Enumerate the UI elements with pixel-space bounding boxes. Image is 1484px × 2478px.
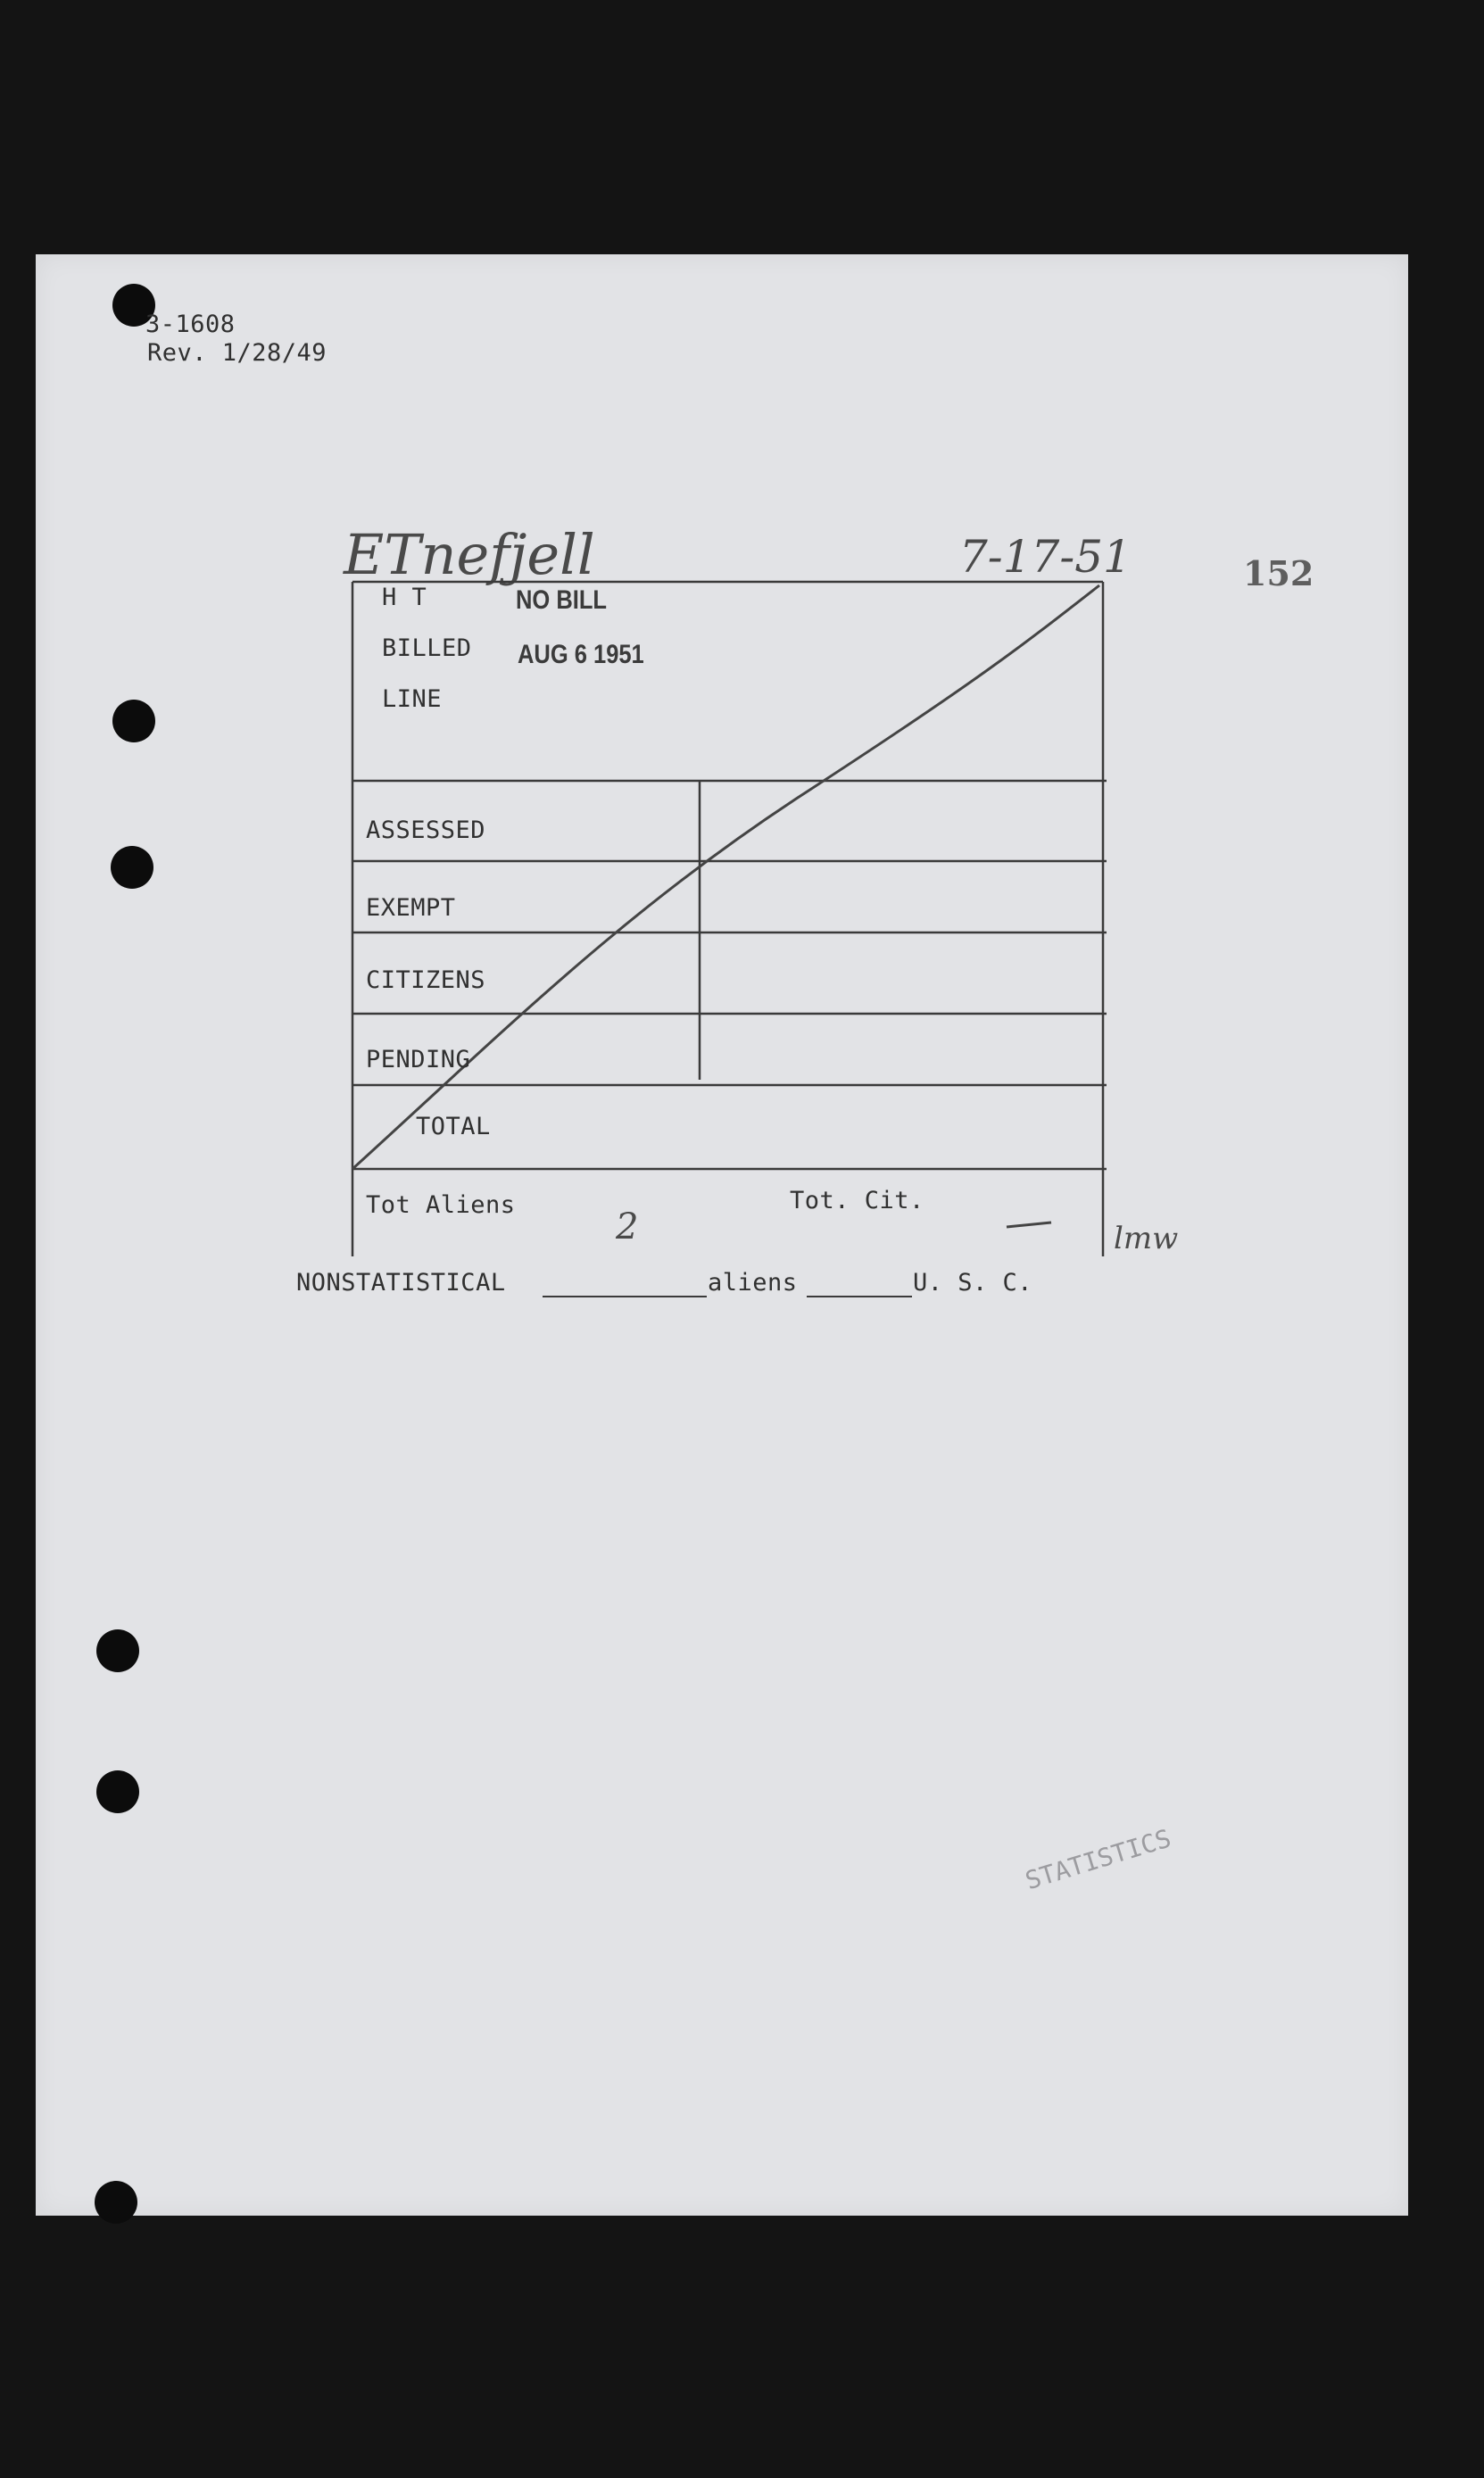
- nonstatistical-aliens-label: aliens: [708, 1269, 798, 1297]
- handwritten-name: ETnefjell: [344, 522, 595, 587]
- form-revision: Rev. 1/28/49: [147, 339, 327, 367]
- row-label-exempt: EXEMPT: [366, 894, 456, 922]
- date-stamp: AUG 6 1951: [518, 640, 644, 669]
- row-label-citizens: CITIZENS: [366, 966, 486, 994]
- tot-aliens-label: Tot Aliens: [366, 1191, 516, 1219]
- total-label: TOTAL: [416, 1113, 491, 1140]
- tot-cit-label: Tot. Cit.: [790, 1187, 924, 1214]
- tot-aliens-value: 2: [616, 1206, 639, 1247]
- table-header-ht: H T: [382, 584, 427, 611]
- handwritten-initials: lmw: [1114, 1221, 1179, 1256]
- statistics-stamp: STATISTICS: [1022, 1823, 1175, 1896]
- page-number: 152: [1243, 553, 1314, 593]
- table-header-line: LINE: [382, 685, 443, 713]
- no-bill-stamp: NO BILL: [516, 585, 607, 615]
- nonstatistical-usc-label: U. S. C.: [913, 1269, 1033, 1297]
- table-header-billed: BILLED: [382, 634, 472, 662]
- form-number: 3-1608: [145, 311, 236, 338]
- row-label-pending: PENDING: [366, 1046, 471, 1073]
- handwritten-date: 7-17-51: [959, 531, 1132, 583]
- row-label-assessed: ASSESSED: [366, 816, 486, 844]
- nonstatistical-label: NONSTATISTICAL: [296, 1269, 506, 1297]
